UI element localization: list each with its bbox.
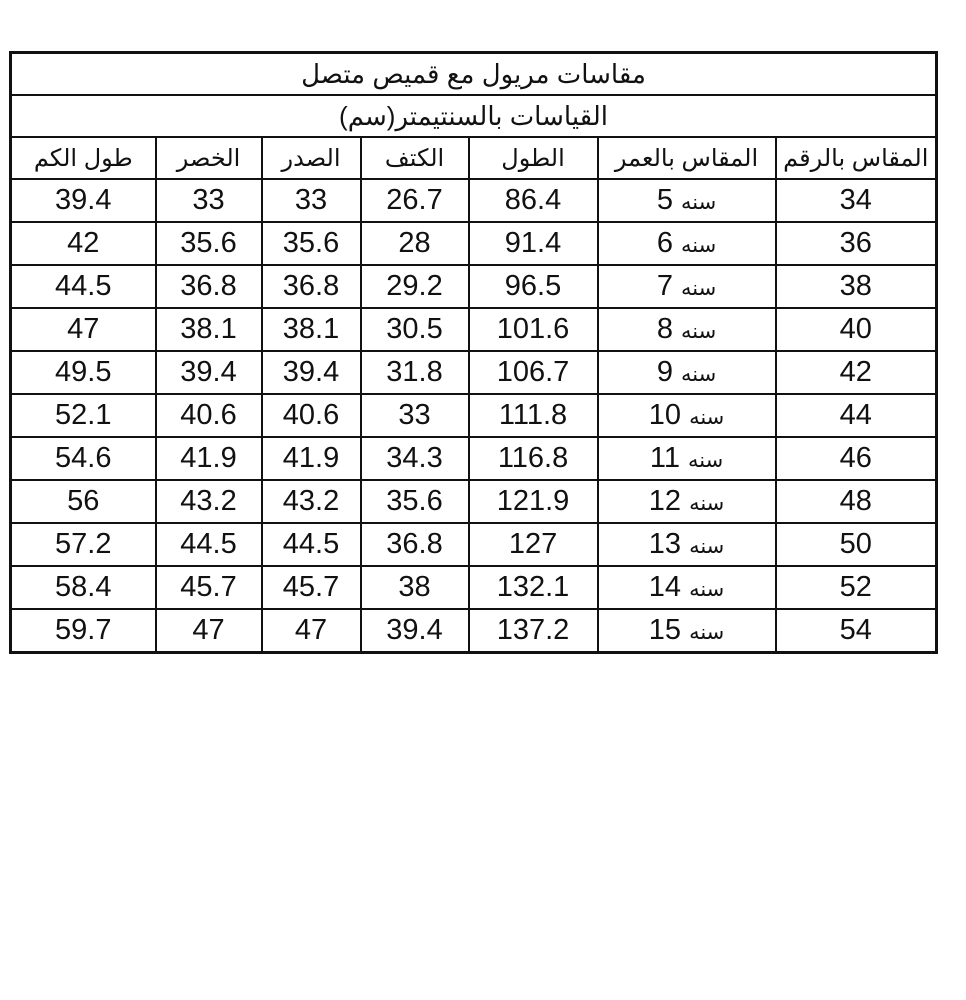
size-age-cell [598, 179, 776, 222]
sleeve-length-cell: 47 [11, 308, 156, 351]
length-cell: 127 [469, 523, 598, 566]
size-age-cell [598, 222, 776, 265]
size-age-cell [598, 523, 776, 566]
length-cell: 101.6 [469, 308, 598, 351]
length-cell: 132.1 [469, 566, 598, 609]
age-number: 13 [648, 528, 682, 560]
chest-cell: 40.6 [262, 394, 361, 437]
age-word: سنه [689, 535, 725, 558]
waist-cell: 44.5 [156, 523, 262, 566]
chest-cell: 45.7 [262, 566, 361, 609]
table-row [11, 308, 937, 351]
chest-cell: 33 [262, 179, 361, 222]
age-word: سنه [689, 406, 725, 429]
length-cell: 86.4 [469, 179, 598, 222]
length-cell: 137.2 [469, 609, 598, 653]
waist-cell: 40.6 [156, 394, 262, 437]
waist-cell: 35.6 [156, 222, 262, 265]
size-age-cell [598, 308, 776, 351]
header-waist: الخصر [156, 137, 262, 179]
waist-cell: 41.9 [156, 437, 262, 480]
age-word: سنه [681, 277, 717, 300]
age-word: سنه [689, 621, 725, 644]
sleeve-length-cell: 56 [11, 480, 156, 523]
waist-cell: 33 [156, 179, 262, 222]
sleeve-length-cell: 42 [11, 222, 156, 265]
age-number: 5 [656, 184, 673, 216]
chest-cell: 47 [262, 609, 361, 653]
age-number: 14 [648, 571, 682, 603]
age-word: سنه [687, 449, 724, 472]
table-row [11, 351, 937, 394]
shoulder-cell: 38 [361, 566, 469, 609]
size-number-cell: 44 [776, 394, 937, 437]
shoulder-cell: 33 [361, 394, 469, 437]
header-length: الطول [469, 137, 598, 179]
age-word: سنه [681, 320, 717, 343]
shoulder-cell: 29.2 [361, 265, 469, 308]
sleeve-length-cell: 49.5 [11, 351, 156, 394]
waist-cell: 36.8 [156, 265, 262, 308]
sleeve-length-cell: 54.6 [11, 437, 156, 480]
size-number-cell: 46 [776, 437, 937, 480]
length-cell: 121.9 [469, 480, 598, 523]
table-title: مقاسات مريول مع قميص متصل [11, 53, 937, 96]
table-row [11, 179, 937, 222]
table-row [11, 480, 937, 523]
age-word: سنه [681, 363, 717, 386]
header-size-age: المقاس بالعمر [598, 137, 776, 179]
waist-cell: 43.2 [156, 480, 262, 523]
table-row [11, 523, 937, 566]
age-number: 7 [656, 270, 673, 302]
sleeve-length-cell: 44.5 [11, 265, 156, 308]
size-number-cell: 52 [776, 566, 937, 609]
sleeve-length-cell: 59.7 [11, 609, 156, 653]
table-row [11, 222, 937, 265]
table-subtitle: القياسات بالسنتيمتر(سم) [11, 95, 937, 137]
size-age-cell [598, 394, 776, 437]
chest-cell: 44.5 [262, 523, 361, 566]
table-row [11, 609, 937, 653]
header-sleeve-length: طول الكم [11, 137, 156, 179]
size-number-cell: 40 [776, 308, 937, 351]
subtitle-row [11, 95, 937, 137]
size-number-cell: 34 [776, 179, 937, 222]
size-number-cell: 48 [776, 480, 937, 523]
chest-cell: 35.6 [262, 222, 361, 265]
length-cell: 91.4 [469, 222, 598, 265]
size-age-cell [598, 566, 776, 609]
shoulder-cell: 34.3 [361, 437, 469, 480]
shoulder-cell: 36.8 [361, 523, 469, 566]
size-number-cell: 54 [776, 609, 937, 653]
shoulder-cell: 39.4 [361, 609, 469, 653]
age-number: 12 [648, 485, 682, 517]
size-chart-table [9, 51, 938, 654]
age-number: 11 [649, 442, 680, 474]
length-cell: 116.8 [469, 437, 598, 480]
length-cell: 111.8 [469, 394, 598, 437]
chest-cell: 39.4 [262, 351, 361, 394]
length-cell: 106.7 [469, 351, 598, 394]
age-word: سنه [681, 191, 717, 214]
shoulder-cell: 28 [361, 222, 469, 265]
sleeve-length-cell: 39.4 [11, 179, 156, 222]
length-cell: 96.5 [469, 265, 598, 308]
shoulder-cell: 35.6 [361, 480, 469, 523]
size-age-cell [598, 480, 776, 523]
header-shoulder: الكتف [361, 137, 469, 179]
size-age-cell [598, 265, 776, 308]
shoulder-cell: 30.5 [361, 308, 469, 351]
size-number-cell: 36 [776, 222, 937, 265]
size-number-cell: 42 [776, 351, 937, 394]
waist-cell: 47 [156, 609, 262, 653]
chest-cell: 43.2 [262, 480, 361, 523]
size-number-cell: 50 [776, 523, 937, 566]
age-word: سنه [689, 492, 725, 515]
table-row [11, 566, 937, 609]
waist-cell: 39.4 [156, 351, 262, 394]
age-number: 8 [656, 313, 673, 345]
age-number: 15 [648, 614, 682, 646]
title-row [11, 53, 937, 96]
sleeve-length-cell: 52.1 [11, 394, 156, 437]
age-number: 9 [656, 356, 673, 388]
shoulder-cell: 31.8 [361, 351, 469, 394]
age-word: سنه [689, 578, 725, 601]
size-number-cell: 38 [776, 265, 937, 308]
chest-cell: 36.8 [262, 265, 361, 308]
size-age-cell [598, 437, 776, 480]
age-number: 10 [648, 399, 682, 431]
table-row [11, 394, 937, 437]
table-row [11, 265, 937, 308]
waist-cell: 45.7 [156, 566, 262, 609]
sleeve-length-cell: 58.4 [11, 566, 156, 609]
header-size-number: المقاس بالرقم [776, 137, 937, 179]
table-row [11, 437, 937, 480]
age-word: سنه [681, 234, 717, 257]
header-row [11, 137, 937, 179]
shoulder-cell: 26.7 [361, 179, 469, 222]
size-age-cell [598, 609, 776, 653]
waist-cell: 38.1 [156, 308, 262, 351]
age-number: 6 [656, 227, 673, 259]
chest-cell: 38.1 [262, 308, 361, 351]
header-chest: الصدر [262, 137, 361, 179]
size-age-cell [598, 351, 776, 394]
sleeve-length-cell: 57.2 [11, 523, 156, 566]
chest-cell: 41.9 [262, 437, 361, 480]
